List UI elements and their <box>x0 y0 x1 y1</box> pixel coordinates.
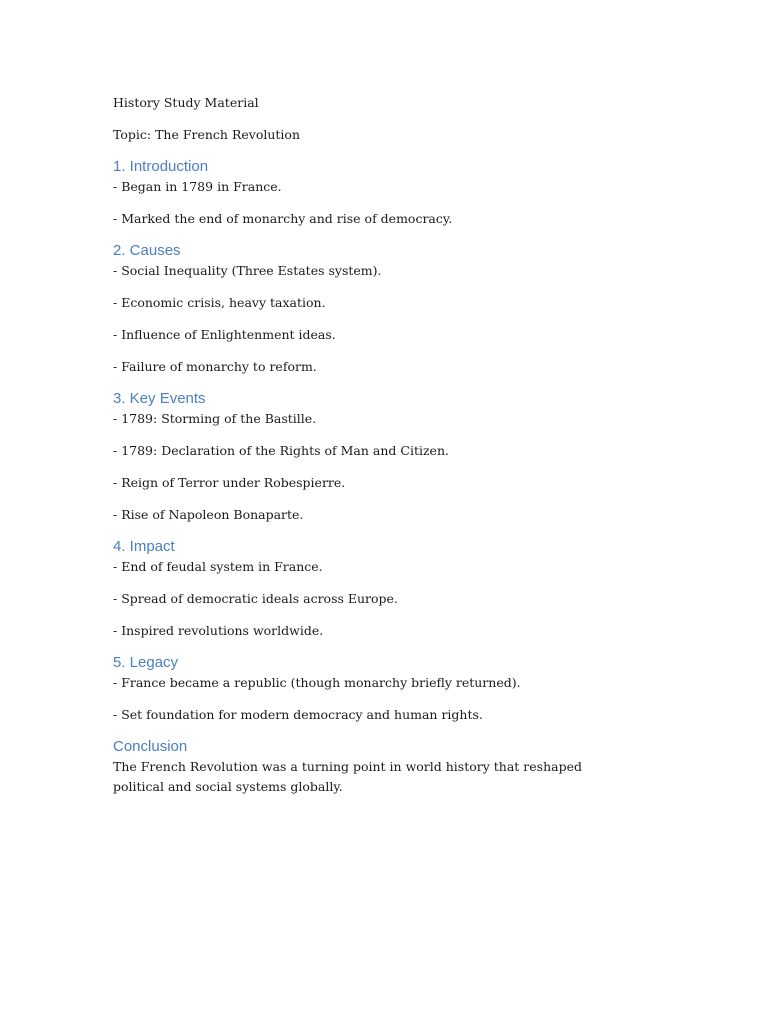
section-legacy <box>113 653 653 724</box>
list-item: - France became a republic (though monarchy briefly returned). <box>113 675 521 690</box>
section-impact <box>113 537 653 640</box>
bullet-list <box>113 261 653 376</box>
list-item: - Reign of Terror under Robespierre. <box>113 475 346 490</box>
list-item: - Set foundation for modern democracy and human rights. <box>113 707 483 722</box>
section-heading: 1. Introduction <box>113 158 209 175</box>
list-item: - Began in 1789 in France. <box>113 179 282 194</box>
conclusion-paragraph: The French Revolution was a turning point in world history that reshaped political and social systems globally. <box>113 759 582 794</box>
document-body <box>113 93 653 796</box>
section-causes <box>113 241 653 376</box>
list-item: - 1789: Storming of the Bastille. <box>113 411 317 426</box>
list-item: - Social Inequality (Three Estates system). <box>113 263 382 278</box>
section-heading: Conclusion <box>113 738 188 755</box>
list-item: - End of feudal system in France. <box>113 559 323 574</box>
document-title: History Study Material <box>113 95 259 110</box>
list-item: - Failure of monarchy to reform. <box>113 359 317 374</box>
section-heading: 3. Key Events <box>113 390 206 407</box>
list-item: - 1789: Declaration of the Rights of Man and Citizen. <box>113 443 449 458</box>
list-item: - Marked the end of monarchy and rise of democracy. <box>113 211 453 226</box>
bullet-list <box>113 557 653 640</box>
section-introduction <box>113 157 653 228</box>
section-heading: 4. Impact <box>113 538 175 555</box>
bullet-list <box>113 673 653 724</box>
bullet-list <box>113 177 653 228</box>
bullet-list <box>113 409 653 524</box>
list-item: - Spread of democratic ideals across Europe. <box>113 591 398 606</box>
section-heading: 2. Causes <box>113 242 181 259</box>
section-heading: 5. Legacy <box>113 654 179 671</box>
list-item: - Influence of Enlightenment ideas. <box>113 327 336 342</box>
list-item: - Inspired revolutions worldwide. <box>113 623 324 638</box>
section-key-events <box>113 389 653 524</box>
list-item: - Rise of Napoleon Bonaparte. <box>113 507 304 522</box>
section-conclusion <box>113 737 653 796</box>
document-topic: Topic: The French Revolution <box>113 127 300 142</box>
list-item: - Economic crisis, heavy taxation. <box>113 295 326 310</box>
